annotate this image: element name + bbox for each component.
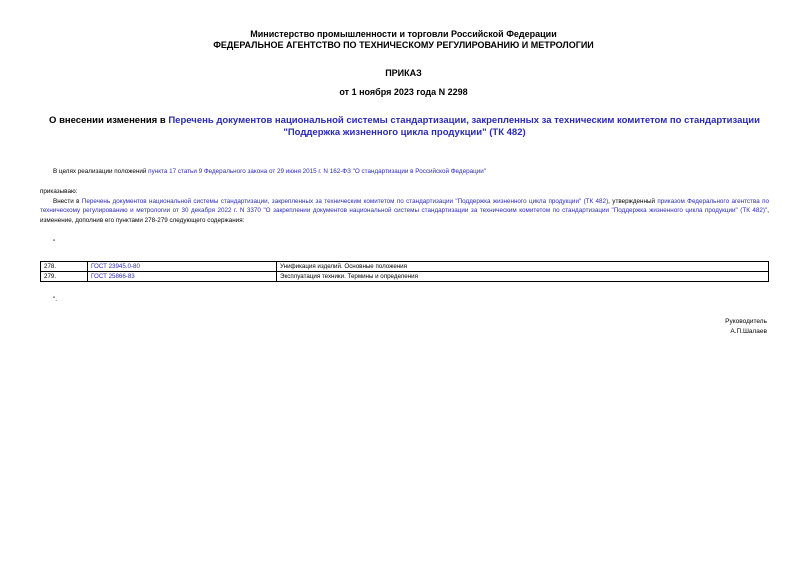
paragraph-end: , изменение, дополнив его пунктами 278-279 следующего содержания: bbox=[40, 207, 769, 224]
preamble-law-link[interactable]: пункта 17 статьи 9 Федерального закона от 29 июня 2015 г. N 162-ФЗ "О стандартизации в Российской Федерации" bbox=[148, 168, 486, 175]
paragraph-list-link[interactable]: Перечень документов национальной системы стандартизации, закрепленных за техническим комитетом по стандартизации "Поддержка жизненного цикла продукции" (ТК 482) bbox=[81, 198, 609, 205]
signature-role: Руководитель bbox=[725, 318, 767, 325]
signature-name: А.П.Шалаев bbox=[730, 328, 767, 335]
standard-code-link[interactable]: ГОСТ 23945.0-80 bbox=[88, 262, 277, 272]
table-row bbox=[41, 272, 769, 282]
row-number: 278. bbox=[41, 262, 88, 272]
title-link[interactable]: Перечень документов национальной системы стандартизации, закрепленных за техническим комитетом по стандартизации "Поддержка жизненного цикла продукции" (ТК 482) bbox=[168, 115, 760, 138]
paragraph-order-link[interactable]: приказом Федерального агентства по техническому регулированию и метрологии от 30 декабря 2022 г. N 3370 "О закреплении документов национальной системы стандартизации за техническим комитетом по стандартизации "Поддержка жизненного цикла продукции" (ТК 482)" bbox=[40, 198, 770, 215]
ministry-name: Министерство промышленности и торговли Российской Федерации bbox=[250, 29, 557, 39]
order-paragraph bbox=[40, 197, 769, 225]
standard-code-link[interactable]: ГОСТ 25866-83 bbox=[88, 272, 277, 282]
title-prefix: О внесении изменения в bbox=[49, 115, 169, 126]
agency-name: ФЕДЕРАЛЬНОЕ АГЕНТСТВО ПО ТЕХНИЧЕСКОМУ РЕГУЛИРОВАНИЮ И МЕТРОЛОГИИ bbox=[213, 40, 594, 50]
standards-table bbox=[40, 261, 769, 282]
closing-quote: ". bbox=[53, 296, 57, 303]
paragraph-start: Внести в bbox=[53, 198, 82, 205]
standard-title: Эксплуатация техники. Термины и определения bbox=[277, 272, 769, 282]
standard-title: Унификация изделий. Основные положения bbox=[277, 262, 769, 272]
document-title bbox=[40, 115, 769, 139]
opening-quote: " bbox=[53, 239, 56, 246]
order-word: приказываю: bbox=[40, 188, 78, 195]
preamble-prefix: В целях реализации положений bbox=[53, 168, 149, 175]
paragraph-middle: , утвержденный bbox=[608, 198, 658, 205]
row-number: 279. bbox=[41, 272, 88, 282]
preamble bbox=[53, 167, 486, 176]
document-date-number: от 1 ноября 2023 года N 2298 bbox=[339, 87, 468, 97]
document-type: ПРИКАЗ bbox=[385, 68, 422, 78]
table-row bbox=[41, 262, 769, 272]
